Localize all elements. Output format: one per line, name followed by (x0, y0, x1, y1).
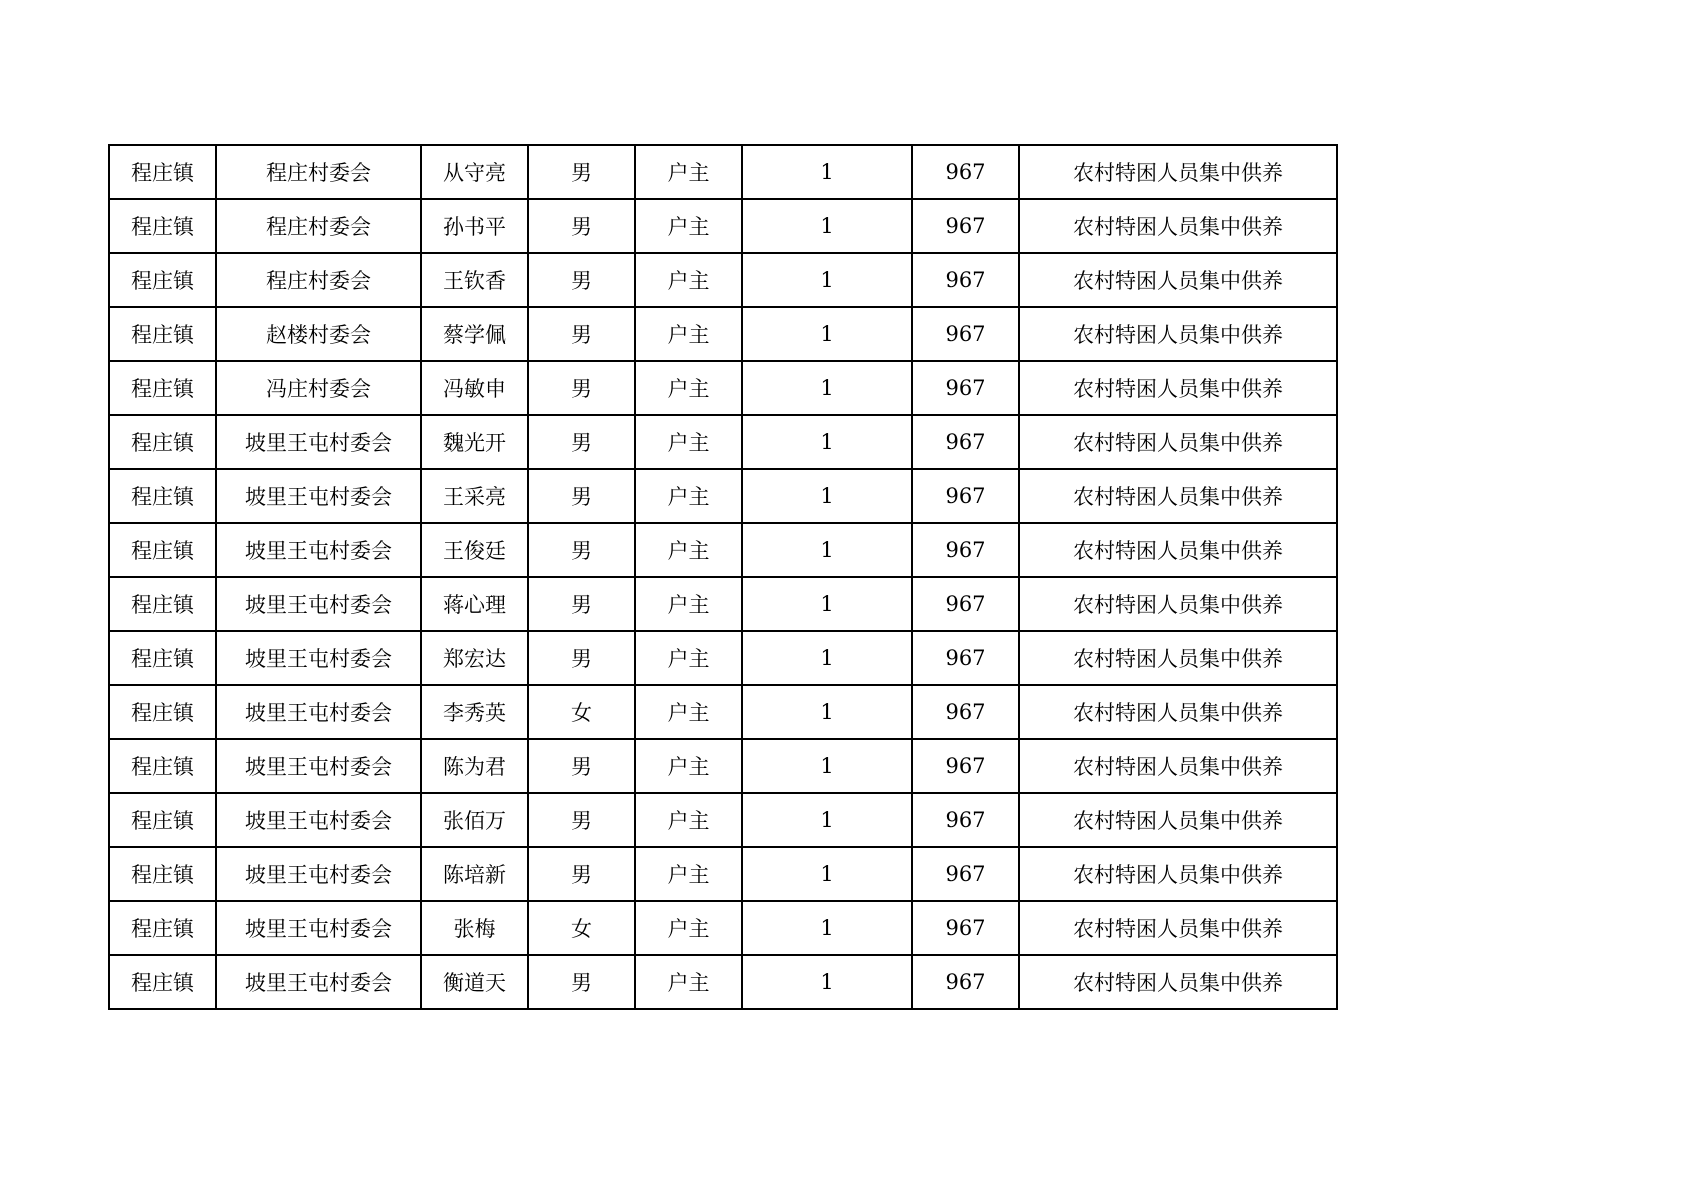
relation-cell: 户主 (635, 955, 742, 1009)
relation-cell: 户主 (635, 847, 742, 901)
table-row (109, 577, 1337, 631)
amount-cell: 967 (912, 523, 1019, 577)
relation-cell: 户主 (635, 793, 742, 847)
name-cell: 王采亮 (421, 469, 528, 523)
village-committee-cell: 坡里王屯村委会 (216, 847, 421, 901)
town-cell: 程庄镇 (109, 361, 216, 415)
village-committee-cell: 坡里王屯村委会 (216, 685, 421, 739)
table-row (109, 739, 1337, 793)
amount-cell: 967 (912, 199, 1019, 253)
table-row (109, 145, 1337, 199)
amount-cell: 967 (912, 307, 1019, 361)
table-row (109, 415, 1337, 469)
relation-cell: 户主 (635, 523, 742, 577)
town-cell: 程庄镇 (109, 739, 216, 793)
table-row (109, 901, 1337, 955)
village-committee-cell: 坡里王屯村委会 (216, 523, 421, 577)
sex-cell: 男 (528, 847, 635, 901)
household-count-cell: 1 (742, 955, 912, 1009)
support-type-cell: 农村特困人员集中供养 (1019, 253, 1337, 307)
name-cell: 从守亮 (421, 145, 528, 199)
village-committee-cell: 坡里王屯村委会 (216, 469, 421, 523)
village-committee-cell: 程庄村委会 (216, 145, 421, 199)
relation-cell: 户主 (635, 361, 742, 415)
relation-cell: 户主 (635, 685, 742, 739)
amount-cell: 967 (912, 631, 1019, 685)
town-cell: 程庄镇 (109, 523, 216, 577)
table-row (109, 253, 1337, 307)
support-type-cell: 农村特困人员集中供养 (1019, 739, 1337, 793)
relation-cell: 户主 (635, 469, 742, 523)
amount-cell: 967 (912, 469, 1019, 523)
amount-cell: 967 (912, 415, 1019, 469)
sex-cell: 男 (528, 415, 635, 469)
sex-cell: 男 (528, 955, 635, 1009)
relation-cell: 户主 (635, 199, 742, 253)
amount-cell: 967 (912, 901, 1019, 955)
sex-cell: 男 (528, 739, 635, 793)
amount-cell: 967 (912, 145, 1019, 199)
amount-cell: 967 (912, 253, 1019, 307)
records-table (108, 144, 1338, 1010)
support-type-cell: 农村特困人员集中供养 (1019, 631, 1337, 685)
sex-cell: 男 (528, 253, 635, 307)
household-count-cell: 1 (742, 253, 912, 307)
town-cell: 程庄镇 (109, 253, 216, 307)
name-cell: 张梅 (421, 901, 528, 955)
name-cell: 李秀英 (421, 685, 528, 739)
support-type-cell: 农村特困人员集中供养 (1019, 307, 1337, 361)
table-row (109, 199, 1337, 253)
sex-cell: 男 (528, 631, 635, 685)
amount-cell: 967 (912, 847, 1019, 901)
village-committee-cell: 冯庄村委会 (216, 361, 421, 415)
town-cell: 程庄镇 (109, 847, 216, 901)
town-cell: 程庄镇 (109, 415, 216, 469)
town-cell: 程庄镇 (109, 577, 216, 631)
table-row (109, 523, 1337, 577)
sex-cell: 男 (528, 145, 635, 199)
support-type-cell: 农村特困人员集中供养 (1019, 361, 1337, 415)
table-row (109, 793, 1337, 847)
village-committee-cell: 程庄村委会 (216, 253, 421, 307)
relation-cell: 户主 (635, 415, 742, 469)
support-type-cell: 农村特困人员集中供养 (1019, 145, 1337, 199)
town-cell: 程庄镇 (109, 307, 216, 361)
support-type-cell: 农村特困人员集中供养 (1019, 685, 1337, 739)
name-cell: 陈培新 (421, 847, 528, 901)
sex-cell: 男 (528, 523, 635, 577)
household-count-cell: 1 (742, 523, 912, 577)
amount-cell: 967 (912, 739, 1019, 793)
household-count-cell: 1 (742, 469, 912, 523)
sex-cell: 男 (528, 577, 635, 631)
name-cell: 孙书平 (421, 199, 528, 253)
sex-cell: 女 (528, 685, 635, 739)
support-type-cell: 农村特困人员集中供养 (1019, 847, 1337, 901)
name-cell: 衡道天 (421, 955, 528, 1009)
relation-cell: 户主 (635, 577, 742, 631)
household-count-cell: 1 (742, 145, 912, 199)
household-count-cell: 1 (742, 793, 912, 847)
name-cell: 王俊廷 (421, 523, 528, 577)
relation-cell: 户主 (635, 145, 742, 199)
sex-cell: 男 (528, 793, 635, 847)
table-row (109, 847, 1337, 901)
amount-cell: 967 (912, 361, 1019, 415)
sex-cell: 男 (528, 361, 635, 415)
sex-cell: 男 (528, 307, 635, 361)
relation-cell: 户主 (635, 253, 742, 307)
relation-cell: 户主 (635, 307, 742, 361)
sex-cell: 男 (528, 469, 635, 523)
table-row (109, 631, 1337, 685)
support-type-cell: 农村特困人员集中供养 (1019, 901, 1337, 955)
name-cell: 冯敏申 (421, 361, 528, 415)
village-committee-cell: 坡里王屯村委会 (216, 415, 421, 469)
household-count-cell: 1 (742, 199, 912, 253)
amount-cell: 967 (912, 577, 1019, 631)
amount-cell: 967 (912, 793, 1019, 847)
name-cell: 张佰万 (421, 793, 528, 847)
household-count-cell: 1 (742, 847, 912, 901)
support-type-cell: 农村特困人员集中供养 (1019, 415, 1337, 469)
table-body (109, 145, 1337, 1009)
relation-cell: 户主 (635, 631, 742, 685)
support-type-cell: 农村特困人员集中供养 (1019, 793, 1337, 847)
table-row (109, 955, 1337, 1009)
village-committee-cell: 坡里王屯村委会 (216, 631, 421, 685)
support-type-cell: 农村特困人员集中供养 (1019, 577, 1337, 631)
sex-cell: 女 (528, 901, 635, 955)
household-count-cell: 1 (742, 685, 912, 739)
town-cell: 程庄镇 (109, 901, 216, 955)
village-committee-cell: 坡里王屯村委会 (216, 577, 421, 631)
village-committee-cell: 坡里王屯村委会 (216, 955, 421, 1009)
village-committee-cell: 程庄村委会 (216, 199, 421, 253)
village-committee-cell: 赵楼村委会 (216, 307, 421, 361)
village-committee-cell: 坡里王屯村委会 (216, 739, 421, 793)
relation-cell: 户主 (635, 901, 742, 955)
household-count-cell: 1 (742, 901, 912, 955)
town-cell: 程庄镇 (109, 199, 216, 253)
name-cell: 蒋心理 (421, 577, 528, 631)
support-type-cell: 农村特困人员集中供养 (1019, 199, 1337, 253)
table-row (109, 469, 1337, 523)
town-cell: 程庄镇 (109, 685, 216, 739)
name-cell: 陈为君 (421, 739, 528, 793)
town-cell: 程庄镇 (109, 469, 216, 523)
village-committee-cell: 坡里王屯村委会 (216, 793, 421, 847)
support-type-cell: 农村特困人员集中供养 (1019, 523, 1337, 577)
household-count-cell: 1 (742, 577, 912, 631)
village-committee-cell: 坡里王屯村委会 (216, 901, 421, 955)
relation-cell: 户主 (635, 739, 742, 793)
town-cell: 程庄镇 (109, 955, 216, 1009)
town-cell: 程庄镇 (109, 793, 216, 847)
household-count-cell: 1 (742, 739, 912, 793)
table-row (109, 307, 1337, 361)
support-type-cell: 农村特困人员集中供养 (1019, 469, 1337, 523)
amount-cell: 967 (912, 685, 1019, 739)
table-row (109, 685, 1337, 739)
household-count-cell: 1 (742, 307, 912, 361)
name-cell: 郑宏达 (421, 631, 528, 685)
household-count-cell: 1 (742, 631, 912, 685)
name-cell: 蔡学佩 (421, 307, 528, 361)
support-type-cell: 农村特困人员集中供养 (1019, 955, 1337, 1009)
sex-cell: 男 (528, 199, 635, 253)
amount-cell: 967 (912, 955, 1019, 1009)
name-cell: 王钦香 (421, 253, 528, 307)
household-count-cell: 1 (742, 415, 912, 469)
name-cell: 魏光开 (421, 415, 528, 469)
household-count-cell: 1 (742, 361, 912, 415)
town-cell: 程庄镇 (109, 631, 216, 685)
town-cell: 程庄镇 (109, 145, 216, 199)
table-row (109, 361, 1337, 415)
